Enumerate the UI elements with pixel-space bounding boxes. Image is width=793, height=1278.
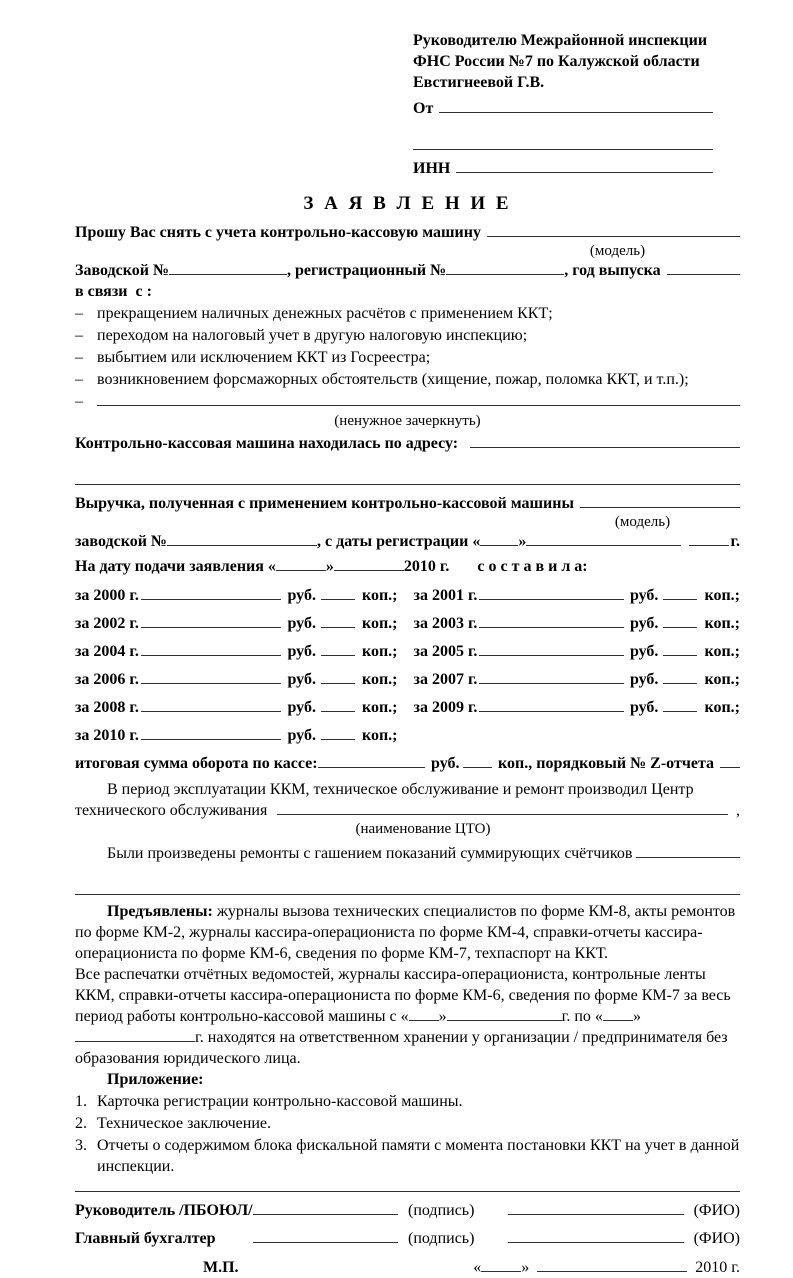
model-caption: (модель)	[589, 243, 646, 259]
revenue-cell	[75, 585, 414, 606]
address-continuation-row	[75, 470, 740, 485]
strike-out-caption: (ненужное зачеркнуть)	[334, 413, 481, 429]
recipient-line-3: Евстигнеевой Г.В.	[413, 74, 545, 91]
reason-item	[75, 369, 740, 390]
dash-marker: –	[75, 371, 83, 388]
address-label: Контрольно-кассовая машина находилась по адресу:	[75, 435, 459, 452]
amount-blank	[141, 697, 282, 712]
kop-label: коп.;	[704, 587, 740, 604]
repairs-blank	[636, 843, 740, 858]
reason-text: прекращением наличных денежных расчётов с применением ККТ;	[97, 305, 553, 322]
trailing-comma: ,	[736, 802, 740, 819]
date-quote-close: »	[521, 1259, 530, 1276]
rub-label: руб.	[287, 699, 316, 716]
year-label: за 2004 г.	[75, 643, 139, 660]
z-report-label: коп., порядковый № Z-отчета	[498, 755, 714, 772]
rub-label: руб.	[287, 587, 316, 604]
total-row	[75, 753, 740, 774]
kop-blank	[663, 585, 697, 600]
kop-label: коп.;	[704, 671, 740, 688]
storage-text-1: Все распечатки отчётных ведомостей, журналы кассира-операциониста, контрольные ленты ККМ, справки-отчеты кассира-операциониста по форме КМ-6, сведения по форме КМ-7 за весь период работы контрольно-кассовой машины с «	[75, 966, 731, 1025]
factory-number-label: Заводской №	[75, 262, 170, 279]
kop-label: коп.;	[704, 699, 740, 716]
repairs-label: Были произведены ремонты с гашением показаний суммирующих счётчиков	[107, 845, 633, 862]
amount-blank	[141, 669, 282, 684]
from-blank-line-2	[413, 135, 713, 150]
kop-blank	[663, 641, 697, 656]
attachment-number: 3.	[75, 1137, 87, 1154]
presented-paragraph	[75, 901, 740, 964]
revenue-cell	[414, 585, 740, 606]
document-title: З А Я В Л Е Н И Е	[303, 193, 512, 214]
model-caption-2: (модель)	[614, 514, 671, 530]
attachment-text: Техническое заключение.	[97, 1115, 271, 1132]
registration-date-label: , с даты регистрации «	[317, 533, 481, 550]
revenue-serial-row	[75, 531, 740, 552]
rub-label: руб.	[431, 755, 460, 772]
filing-date-row	[75, 556, 740, 577]
serial-row	[75, 260, 740, 281]
revenue-factory-number-blank	[167, 531, 317, 546]
signature-role: Руководитель /ПБОЮЛ/	[75, 1202, 253, 1219]
period-start-month-blank	[447, 1007, 562, 1021]
kop-blank	[321, 613, 355, 628]
signature-caption: (подпись)	[408, 1230, 475, 1247]
service-label: технического обслуживания	[75, 802, 268, 819]
rub-label: руб.	[629, 587, 659, 604]
signature-row	[75, 1228, 740, 1249]
year-suffix: г.	[730, 533, 740, 550]
amount-blank	[479, 585, 624, 600]
cto-name-blank	[277, 800, 728, 815]
repairs-continuation-row	[75, 880, 740, 895]
revenue-row	[75, 493, 740, 514]
registration-year-blank	[689, 531, 728, 546]
rub-label: руб.	[287, 615, 316, 632]
attachment-item	[75, 1135, 740, 1177]
fio-caption: (ФИО)	[693, 1202, 740, 1219]
dash-marker: –	[75, 349, 83, 366]
revenue-year-row	[75, 725, 740, 746]
date-year: 2010 г.	[695, 1259, 740, 1276]
revenue-year-row	[75, 585, 740, 606]
signature-blank	[253, 1228, 398, 1243]
reason-text: выбытием или исключением ККТ из Госреестра;	[97, 349, 431, 366]
kop-blank	[663, 697, 697, 712]
from-blank-line	[439, 98, 713, 113]
attachments-label: Приложение:	[107, 1071, 204, 1088]
rub-label: руб.	[287, 643, 316, 660]
address-blank-line	[470, 433, 740, 448]
amount-blank	[479, 697, 624, 712]
total-kop-blank	[463, 753, 492, 768]
storage-text-2: г. по «	[561, 1008, 603, 1025]
repairs-row	[75, 843, 740, 864]
other-reason-blank	[97, 391, 740, 406]
reason-item	[75, 303, 740, 324]
signature-row	[75, 1200, 740, 1221]
kop-label: коп.;	[704, 615, 740, 632]
filing-year: 2010 г.	[403, 558, 450, 575]
service-line-1: В период эксплуатации ККМ, техническое обслуживание и ремонт производил Центр	[107, 781, 694, 798]
revenue-cell	[414, 641, 740, 662]
kop-label: коп.;	[361, 587, 398, 604]
dash-marker: –	[75, 305, 83, 322]
revenue-year-row	[75, 697, 740, 718]
from-continuation-row	[413, 135, 713, 150]
registration-number-blank	[446, 260, 564, 275]
from-row	[413, 98, 713, 119]
filing-month-blank	[334, 556, 404, 571]
kop-label: коп.;	[361, 615, 398, 632]
address-blank-line-2	[75, 470, 740, 485]
kop-blank	[321, 697, 355, 712]
from-label: От	[413, 100, 434, 117]
request-row	[75, 222, 740, 243]
kop-blank	[321, 725, 355, 740]
address-row	[75, 433, 740, 454]
fio-caption: (ФИО)	[693, 1230, 740, 1247]
presented-label: Предъявлены:	[107, 903, 213, 920]
year-label: за 2005 г.	[413, 643, 478, 660]
registration-number-label: , регистрационный №	[287, 262, 447, 279]
filing-day-blank	[276, 556, 326, 571]
total-amount-blank	[318, 753, 425, 768]
presented-text: журналы вызова технических специалистов по форме КМ-8, акты ремонтов по форме КМ-2, журналы кассира-операциониста по форме КМ-4, справки-отчеты кассира-операциониста по форме КМ-6, сведения по форме КМ-7, техпаспорт на ККТ.	[75, 903, 736, 962]
amount-blank	[141, 641, 282, 656]
stamp-date-row	[75, 1257, 740, 1278]
repairs-blank-2	[75, 880, 740, 895]
revenue-model-blank	[580, 493, 740, 508]
factory-number-blank	[169, 260, 287, 275]
reason-text: переходом на налоговый учет в другую налоговую инспекцию;	[97, 327, 528, 344]
year-label: за 2007 г.	[413, 671, 478, 688]
date-quote-open: «	[473, 1259, 482, 1276]
fio-blank	[508, 1228, 683, 1243]
model-blank-line	[487, 222, 740, 237]
amount-blank	[141, 613, 282, 628]
storage-text-3: г. находятся на ответственном хранении у организации / предпринимателя без образования юридического лица.	[75, 1029, 728, 1067]
rub-label: руб.	[629, 643, 659, 660]
signature-caption: (подпись)	[408, 1202, 475, 1219]
filing-date-label: На дату подачи заявления «	[75, 558, 276, 575]
kop-blank	[321, 641, 355, 656]
year-label: за 2010 г.	[75, 727, 139, 744]
revenue-cell	[75, 697, 414, 718]
cto-caption: (наименование ЦТО)	[355, 821, 491, 837]
kop-blank	[321, 585, 355, 600]
total-label: итоговая сумма оборота по кассе:	[75, 755, 318, 772]
revenue-factory-number-label: заводской №	[75, 533, 167, 550]
z-report-blank	[720, 753, 740, 768]
revenue-year-row	[75, 613, 740, 634]
amount-blank	[479, 669, 624, 684]
request-label: Прошу Вас снять с учета контрольно-кассовую машину	[75, 224, 481, 241]
revenue-cell	[414, 697, 740, 718]
revenue-cell	[75, 641, 414, 662]
kop-label: коп.;	[361, 699, 398, 716]
year-label: за 2009 г.	[413, 699, 478, 716]
year-label: за 2002 г.	[75, 615, 139, 632]
amount-blank	[141, 585, 282, 600]
registration-month-blank	[526, 531, 681, 546]
fio-blank	[508, 1200, 683, 1215]
recipient-line-1: Руководителю Межрайонной инспекции	[413, 32, 708, 49]
revenue-cell	[414, 669, 740, 690]
kop-label: коп.;	[361, 727, 398, 744]
date-day-blank	[481, 1257, 521, 1272]
kop-blank	[321, 669, 355, 684]
revenue-cell	[414, 613, 740, 634]
year-label: за 2003 г.	[413, 615, 478, 632]
registration-day-blank	[480, 531, 518, 546]
attachment-item	[75, 1113, 740, 1134]
kop-label: коп.;	[361, 671, 398, 688]
rub-label: руб.	[287, 671, 316, 688]
storage-paragraph	[75, 964, 740, 1069]
quote-close: »	[518, 533, 527, 550]
kop-blank	[663, 669, 697, 684]
signature-blank	[253, 1200, 398, 1215]
date-month-blank	[537, 1257, 687, 1272]
issue-year-label: , год выпуска	[564, 262, 661, 279]
rub-label: руб.	[629, 671, 659, 688]
period-start-day-blank	[409, 1007, 439, 1021]
revenue-year-row	[75, 669, 740, 690]
attachment-text: Отчеты о содержимом блока фискальной памяти с момента постановки ККТ на учет в данной инспекции.	[97, 1137, 740, 1175]
signature-role: Главный бухгалтер	[75, 1230, 216, 1247]
amount-blank	[479, 641, 624, 656]
amount-blank	[479, 613, 624, 628]
reason-item	[75, 347, 740, 368]
year-label: за 2000 г.	[75, 587, 139, 604]
kop-label: коп.;	[361, 643, 398, 660]
revenue-cell	[75, 669, 414, 690]
issue-year-blank	[667, 260, 740, 275]
period-end-month-blank	[75, 1028, 195, 1042]
revenue-cell	[75, 725, 414, 746]
rub-label: руб.	[287, 727, 316, 744]
reason-item	[75, 325, 740, 346]
revenue-label: Выручка, полученная с применением контрольно-кассовой машины	[75, 495, 574, 512]
header-recipient-block	[413, 30, 713, 179]
inn-label: ИНН	[413, 160, 451, 177]
storage-quote-2: »	[632, 1008, 641, 1025]
dash-marker: –	[75, 393, 83, 410]
rub-label: руб.	[629, 615, 659, 632]
year-label: за 2001 г.	[413, 587, 478, 604]
attachment-item	[75, 1091, 740, 1112]
filing-quote-close: »	[325, 558, 334, 575]
separator-line	[75, 1191, 740, 1192]
storage-quote-1: »	[438, 1008, 447, 1025]
rub-label: руб.	[629, 699, 659, 716]
dash-marker: –	[75, 327, 83, 344]
attachment-text: Карточка регистрации контрольно-кассовой машины.	[97, 1093, 463, 1110]
reason-text: возникновением форсмажорных обстоятельств (хищение, пожар, поломка ККТ, и т.п.);	[97, 371, 689, 388]
reason-item-blank	[75, 391, 740, 412]
kop-blank	[663, 613, 697, 628]
year-label: за 2006 г.	[75, 671, 139, 688]
recipient-line-2: ФНС России №7 по Калужской области	[413, 53, 700, 70]
attachment-number: 2.	[75, 1115, 87, 1132]
reasons-intro: в связи с :	[75, 283, 152, 300]
period-end-day-blank	[603, 1007, 633, 1021]
stamp-label: М.П.	[203, 1259, 239, 1276]
amounted-label: с о с т а в и л а:	[477, 558, 588, 575]
inn-blank-line	[456, 158, 713, 173]
inn-row	[413, 158, 713, 179]
service-line-2	[75, 800, 740, 821]
revenue-year-row	[75, 641, 740, 662]
revenue-cell	[75, 613, 414, 634]
amount-blank	[141, 725, 282, 740]
revenue-table	[75, 585, 740, 746]
kop-label: коп.;	[704, 643, 740, 660]
year-label: за 2008 г.	[75, 699, 139, 716]
attachment-number: 1.	[75, 1093, 87, 1110]
